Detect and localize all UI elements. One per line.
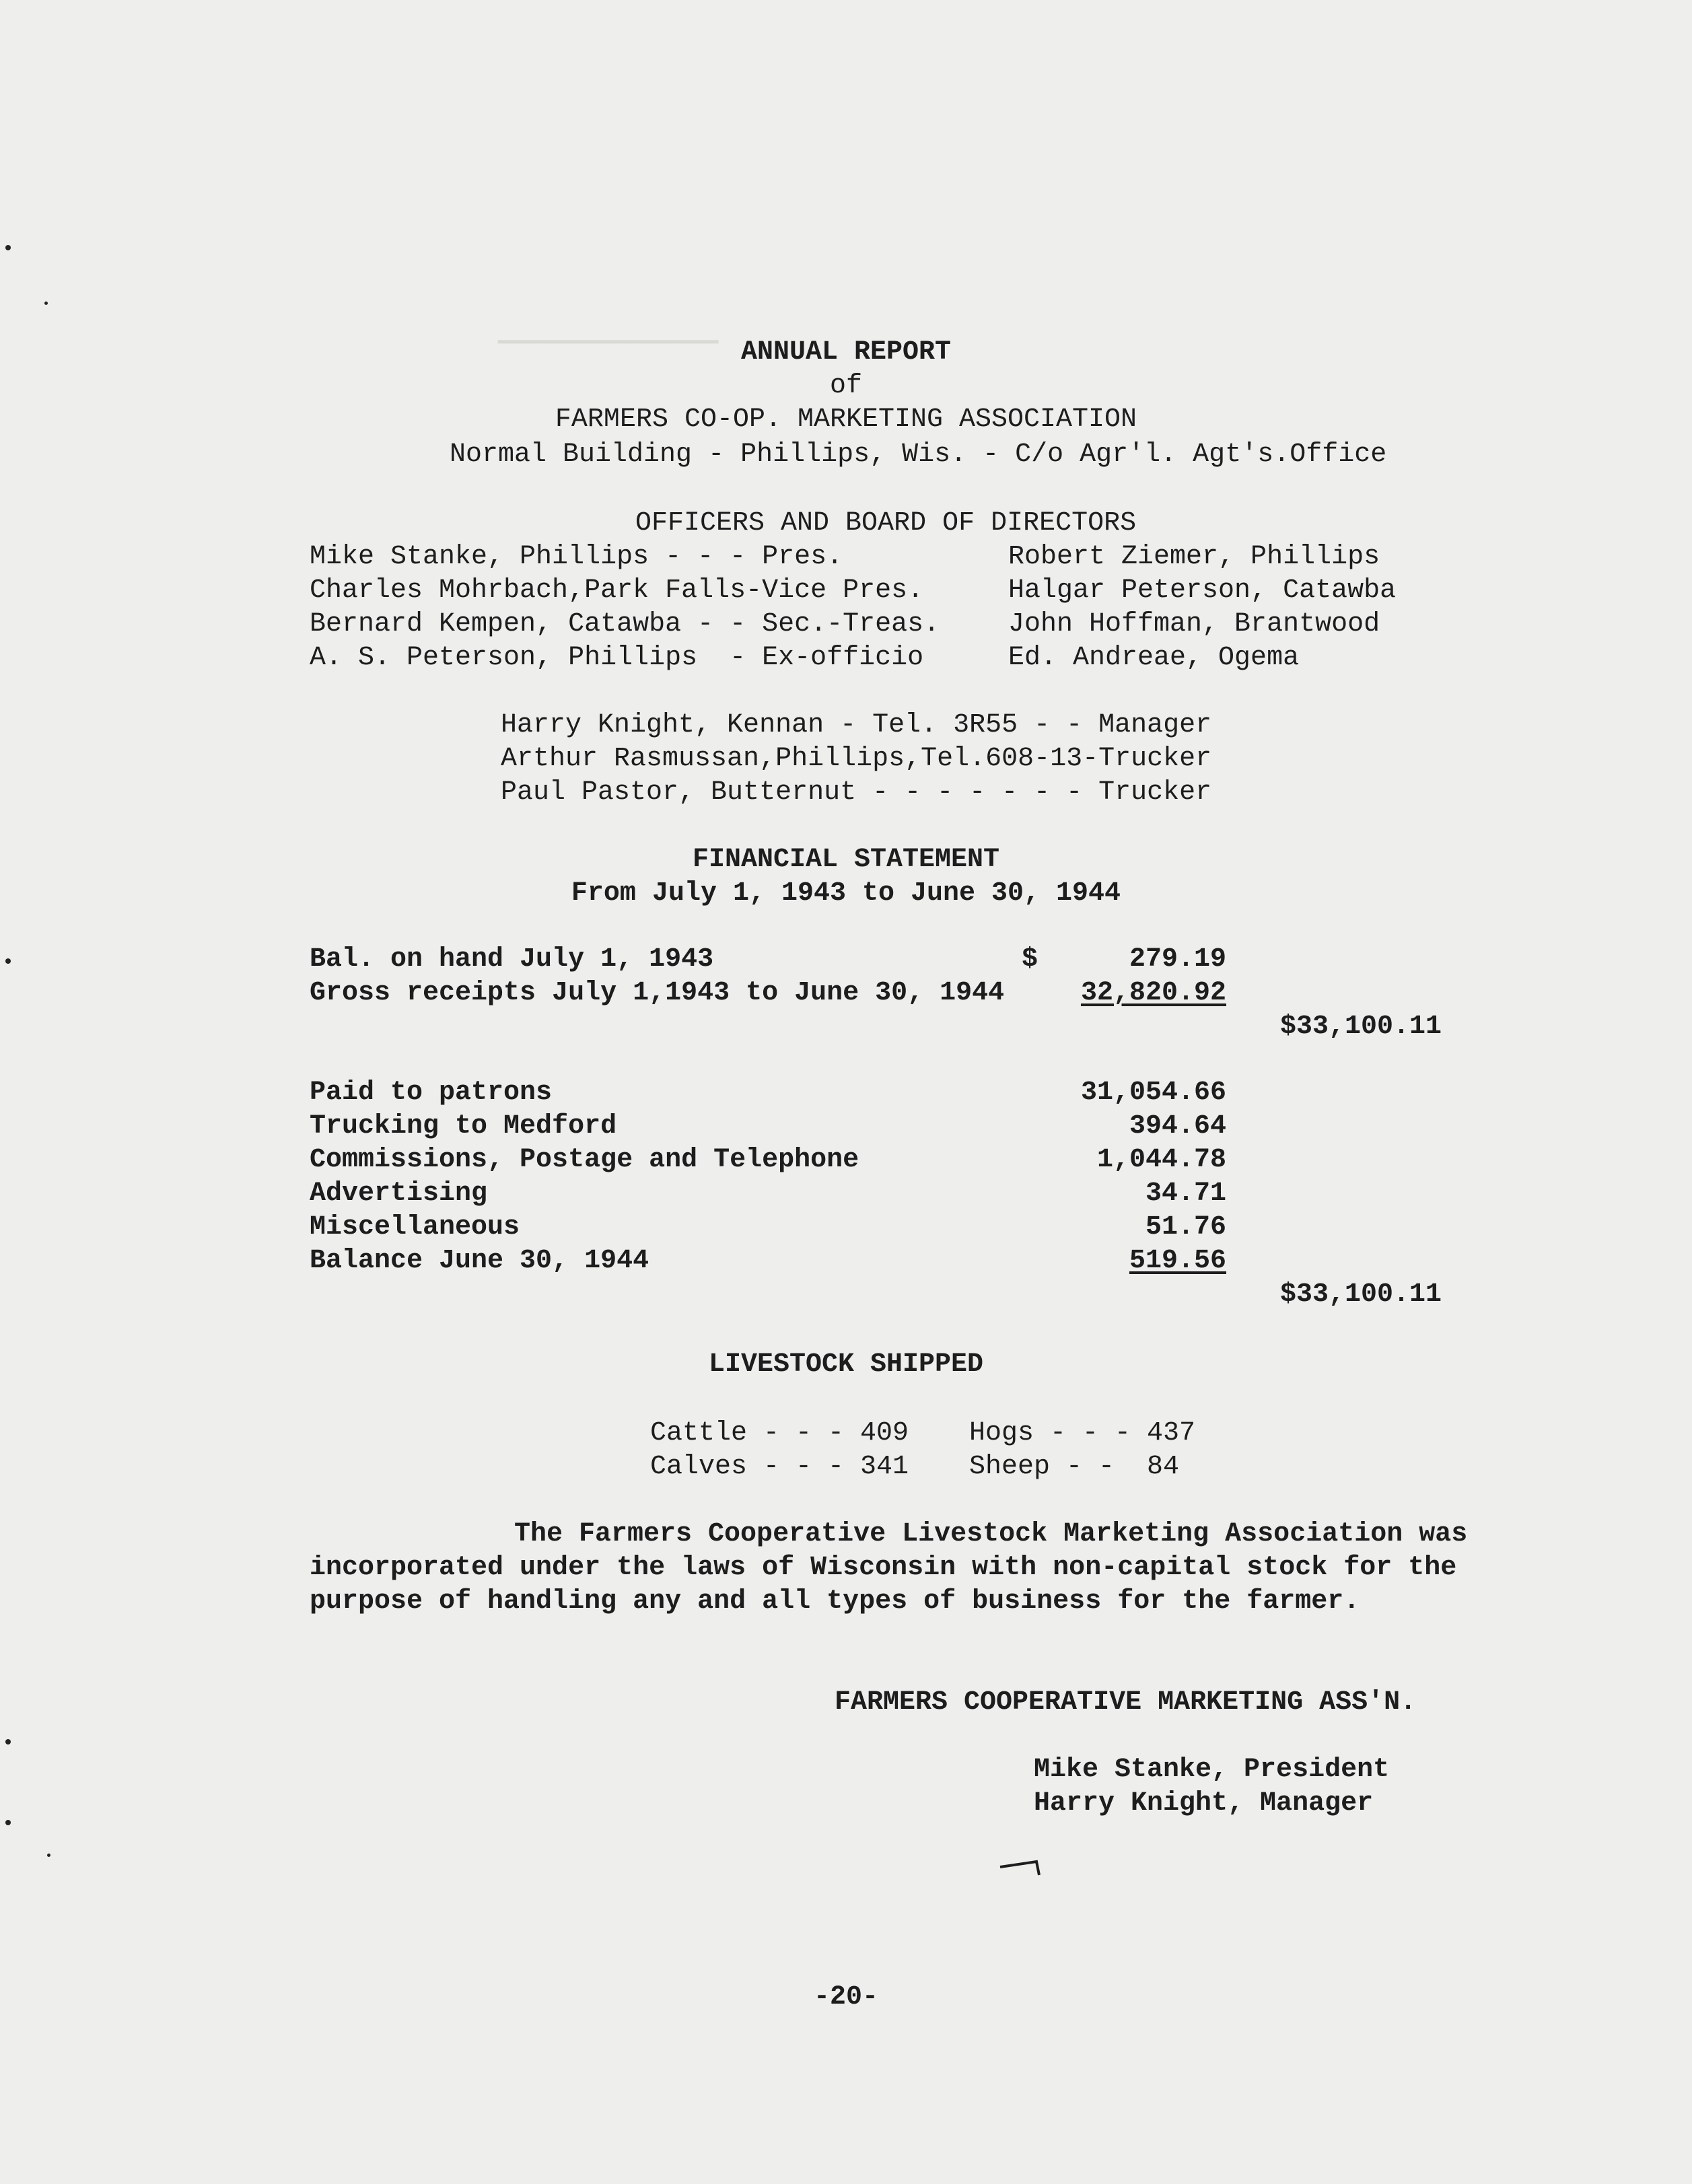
receipt-amount: 279.19 <box>1129 944 1226 975</box>
receipt-label: Bal. on hand July 1, 1943 <box>310 944 714 975</box>
disbursement-amount: 1,044.78 <box>1096 1145 1226 1175</box>
disbursement-amount: 31,054.66 <box>1080 1078 1226 1108</box>
staff-line: Arthur Rasmussan,Phillips,Tel.608-13-Trucker <box>501 744 1212 774</box>
officer-left: Bernard Kempen, Catawba - - Sec.-Treas. <box>310 609 940 639</box>
financial-period: From July 1, 1943 to June 30, 1944 <box>571 878 1121 909</box>
disbursement-label: Balance June 30, 1944 <box>310 1246 649 1276</box>
disbursement-amount: 51.76 <box>1145 1212 1226 1242</box>
livestock-count: Sheep - - 84 <box>969 1452 1180 1482</box>
livestock-heading: LIVESTOCK SHIPPED <box>708 1349 984 1380</box>
director-right: Ed. Andreae, Ogema <box>1008 643 1300 673</box>
pen-mark-icon <box>997 1852 1051 1879</box>
receipt-label: Gross receipts July 1,1943 to June 30, 1944 <box>310 978 1005 1008</box>
organization-address: Normal Building - Phillips, Wis. - C/o Agr'l. Agt's.Office <box>450 439 1387 470</box>
livestock-count: Cattle - - - 409 <box>650 1418 909 1448</box>
margin-speck <box>47 1854 50 1857</box>
director-right: Robert Ziemer, Phillips <box>1008 542 1380 572</box>
disbursements-total: $33,100.11 <box>1279 1279 1442 1310</box>
page-number: -20- <box>813 1982 878 2012</box>
officers-heading: OFFICERS AND BOARD OF DIRECTORS <box>635 508 1137 538</box>
signature-line: Harry Knight, Manager <box>1034 1788 1374 1819</box>
signature-line: Mike Stanke, President <box>1034 1755 1390 1785</box>
disbursement-label: Miscellaneous <box>310 1212 520 1242</box>
margin-speck <box>5 958 11 964</box>
bleed-through-text: ▁▁▁▁▁▁▁▁▁▁▁▁▁▁▁▁ <box>498 320 719 345</box>
statement-line: The Farmers Cooperative Livestock Marketing Association was <box>514 1519 1468 1549</box>
receipt-currency: $ <box>1022 944 1038 975</box>
officer-left: A. S. Peterson, Phillips - Ex-officio <box>310 643 924 673</box>
receipt-amount: 32,820.92 <box>1080 978 1226 1008</box>
report-of: of <box>829 371 862 401</box>
director-right: John Hoffman, Brantwood <box>1008 609 1380 639</box>
financial-heading: FINANCIAL STATEMENT <box>692 845 1000 875</box>
organization-name: FARMERS CO-OP. MARKETING ASSOCIATION <box>555 404 1137 435</box>
staff-line: Harry Knight, Kennan - Tel. 3R55 - - Manager <box>501 710 1212 740</box>
margin-speck <box>5 245 11 250</box>
signature-organization: FARMERS COOPERATIVE MARKETING ASS'N. <box>835 1687 1417 1718</box>
report-title: ANNUAL REPORT <box>740 337 952 367</box>
officer-left: Mike Stanke, Phillips - - - Pres. <box>310 542 843 572</box>
margin-speck <box>5 1739 11 1745</box>
statement-line: purpose of handling any and all types of business for the farmer. <box>310 1586 1360 1617</box>
livestock-count: Calves - - - 341 <box>650 1452 909 1482</box>
livestock-count: Hogs - - - 437 <box>969 1418 1196 1448</box>
officer-left: Charles Mohrbach,Park Falls-Vice Pres. <box>310 575 924 606</box>
disbursement-label: Trucking to Medford <box>310 1111 617 1141</box>
margin-speck <box>44 302 48 305</box>
receipts-total: $33,100.11 <box>1279 1012 1442 1042</box>
disbursement-amount: 394.64 <box>1129 1111 1226 1141</box>
disbursement-label: Commissions, Postage and Telephone <box>310 1145 859 1175</box>
statement-line: incorporated under the laws of Wisconsin with non-capital stock for the <box>310 1553 1457 1583</box>
disbursement-amount: 519.56 <box>1129 1246 1226 1276</box>
staff-line: Paul Pastor, Butternut - - - - - - - Trucker <box>501 777 1212 808</box>
disbursement-label: Advertising <box>310 1178 488 1209</box>
disbursement-label: Paid to patrons <box>310 1078 553 1108</box>
disbursement-amount: 34.71 <box>1145 1178 1226 1209</box>
margin-speck <box>5 1820 11 1825</box>
director-right: Halgar Peterson, Catawba <box>1008 575 1397 606</box>
